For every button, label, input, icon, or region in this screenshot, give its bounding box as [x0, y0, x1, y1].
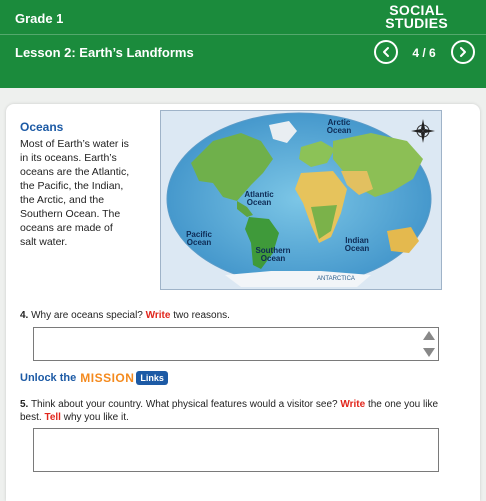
brand-line-2: STUDIES — [385, 15, 448, 31]
page-indicator: 4 / 6 — [412, 46, 436, 60]
section-title: Oceans — [20, 120, 64, 134]
label-indian-ocean: Indian Ocean — [344, 236, 370, 253]
chevron-left-icon — [380, 46, 392, 58]
section-body: Most of Earth’s water is in its oceans. Earth’s oceans are the Atlantic, the Pacific, the Indian, the Arctic, and the Southern Ocean. The oceans are made of salt water. — [20, 138, 130, 248]
question-5-keyword-tell: Tell — [44, 412, 61, 423]
label-antarctica: ANTARCTICA — [317, 276, 355, 282]
grade-label: Grade 1 — [15, 11, 64, 26]
chevron-right-icon — [457, 46, 469, 58]
label-atlantic-ocean: Atlantic Ocean — [244, 190, 274, 207]
previous-page-button[interactable] — [374, 40, 398, 64]
brand-line-1: SOCIAL — [389, 2, 444, 18]
world-map — [160, 110, 442, 290]
question-4-text-pre: Why are oceans special? — [28, 310, 146, 321]
label-southern-ocean: Southern Ocean — [255, 246, 291, 263]
brand-logo — [385, 4, 448, 30]
header-divider — [0, 34, 486, 35]
question-4-answer-field[interactable] — [33, 327, 439, 361]
question-5-keyword-write: Write — [340, 399, 366, 410]
world-map-image — [161, 111, 442, 290]
question-5-answer-field[interactable] — [33, 428, 439, 472]
question-5-number: 5. — [20, 399, 29, 410]
unlock-prefix: Unlock the — [20, 372, 77, 384]
question-5-text-mid: the one you like best. — [20, 399, 439, 423]
question-5 — [20, 398, 440, 424]
next-page-button[interactable] — [451, 40, 475, 64]
app-header — [0, 0, 486, 88]
question-4-number: 4. — [20, 310, 29, 321]
question-4 — [20, 310, 230, 321]
scroll-down-icon[interactable] — [423, 348, 435, 357]
answer-scroll-control — [420, 328, 438, 360]
label-arctic-ocean: Arctic Ocean — [326, 118, 352, 135]
mission-logo: MISSION — [80, 371, 135, 385]
label-pacific-ocean: Pacific Ocean — [186, 230, 212, 247]
question-4-text-post: two reasons. — [170, 310, 230, 321]
scroll-up-icon[interactable] — [423, 331, 435, 340]
question-4-keyword: Write — [145, 310, 171, 321]
links-badge: Links — [136, 371, 168, 385]
question-5-text-pre: Think about your country. What physical features would a visitor see? — [28, 399, 341, 410]
question-5-text-post: why you like it. — [60, 412, 129, 423]
unlock-mission-links[interactable] — [20, 370, 168, 386]
lesson-title: Lesson 2: Earth’s Landforms — [15, 45, 194, 60]
